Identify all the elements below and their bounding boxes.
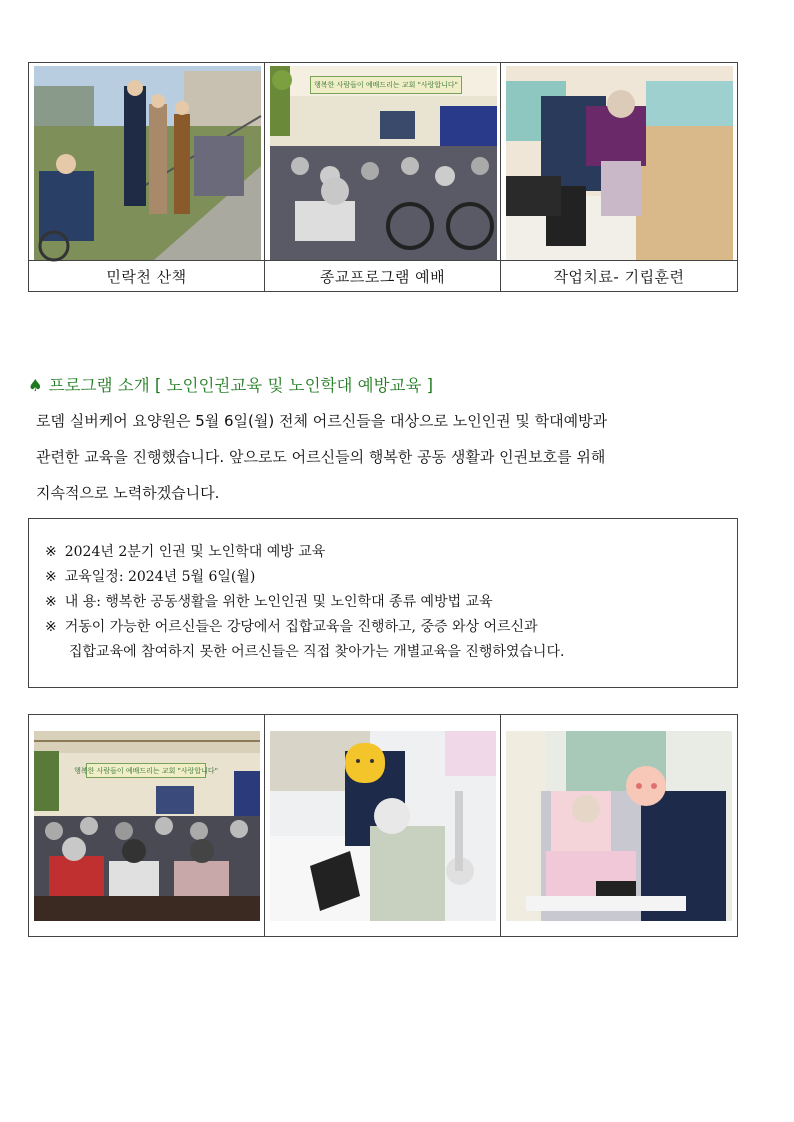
reference-mark-icon: ※ bbox=[45, 569, 57, 585]
intro-line-2: 관련한 교육을 진행했습니다. 앞으로도 어르신들의 행복한 공동 생활과 인권보호를 위해 bbox=[36, 448, 606, 466]
intro-line-1: 로뎀 실버케어 요양원은 5월 6일(월) 전체 어르신들을 대상으로 노인인권 및 학대예방과 bbox=[36, 412, 608, 430]
reference-mark-icon: ※ bbox=[45, 619, 57, 635]
caption-standing: 작업치료- 기립훈련 bbox=[501, 260, 737, 291]
outdoor-walk-photo bbox=[34, 66, 260, 260]
worship-service-photo bbox=[270, 66, 496, 260]
standing-training-photo bbox=[506, 66, 733, 260]
notice-line: 집합교육에 참여하지 못한 어르신들은 직접 찾아가는 개별교육을 진행하였습니다. bbox=[69, 644, 565, 660]
photo-cell-tablet bbox=[265, 715, 501, 936]
caption-walk: 민락천 산책 bbox=[29, 260, 264, 291]
activity-photo-table bbox=[28, 62, 738, 292]
photo-cell-bedside bbox=[501, 715, 737, 936]
notice-line: ※ 거동이 가능한 어르신들은 강당에서 집합교육을 진행하고, 중증 와상 어르신과 bbox=[45, 619, 538, 635]
notice-line: ※ 내 용: 행복한 공동생활을 위한 노인인권 및 노인학대 종류 예방법 교육 bbox=[45, 594, 493, 610]
education-photo-table bbox=[28, 714, 738, 937]
education-banner: 행복한 사람들이 예배드리는 교회 "사랑합니다" bbox=[86, 763, 206, 778]
intro-line-3: 지속적으로 노력하겠습니다. bbox=[36, 484, 220, 502]
photo-cell-walk bbox=[29, 63, 265, 291]
section-title-text: 프로그램 소개 [ 노인인권교육 및 노인학대 예방교육 ] bbox=[48, 376, 434, 395]
spade-icon: ♠ bbox=[28, 376, 43, 395]
section-heading bbox=[28, 372, 433, 396]
bedside-education-photo bbox=[506, 731, 732, 921]
worship-banner: 행복한 사람들이 예배드리는 교회 "사랑합니다" bbox=[310, 76, 462, 94]
photo-cell-standing bbox=[501, 63, 737, 291]
tablet-education-photo bbox=[270, 731, 495, 921]
photo-cell-worship bbox=[265, 63, 501, 291]
reference-mark-icon: ※ bbox=[45, 544, 57, 560]
reference-mark-icon: ※ bbox=[45, 594, 57, 610]
notice-line: ※ 2024년 2분기 인권 및 노인학대 예방 교육 bbox=[45, 544, 326, 560]
group-education-photo bbox=[34, 731, 259, 921]
photo-cell-group bbox=[29, 715, 265, 936]
notice-line: ※ 교육일정: 2024년 5월 6일(월) bbox=[45, 569, 256, 585]
caption-worship: 종교프로그램 예배 bbox=[265, 260, 500, 291]
education-notice-box bbox=[28, 518, 738, 688]
